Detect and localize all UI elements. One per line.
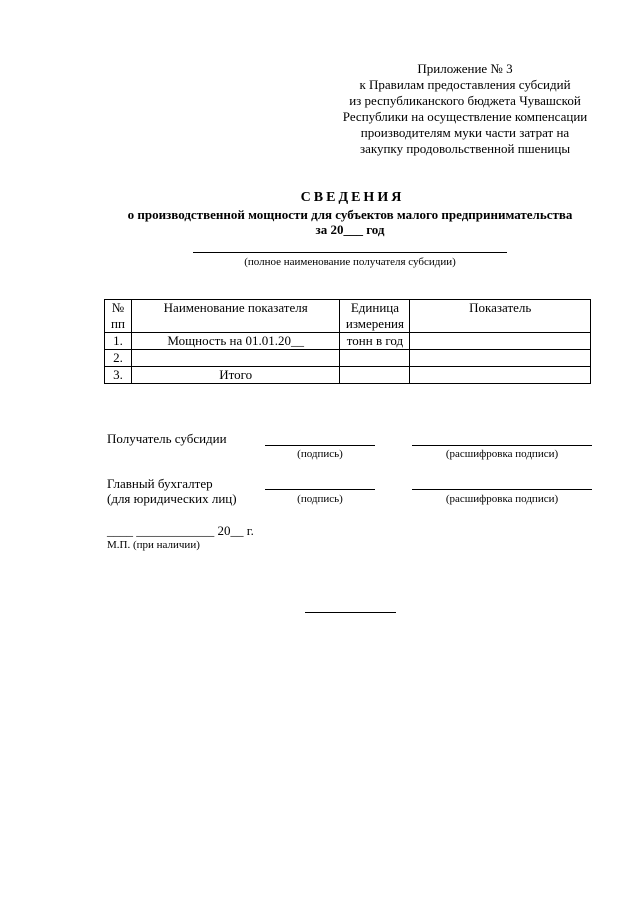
footer-separator xyxy=(305,612,396,613)
cell-num: 3. xyxy=(105,367,132,384)
subtitle-line: о производственной мощности для субъектов малого предпринимательства xyxy=(127,207,573,222)
recipient-decoding-caption: (расшифровка подписи) xyxy=(445,448,559,460)
cell-unit: тонн в год xyxy=(340,333,410,350)
appendix-line: производителям муки части затрат на xyxy=(360,125,570,140)
date-line[interactable]: ____ ____________ 20__ г. xyxy=(107,523,254,538)
recipient-signature-caption: (подпись) xyxy=(297,448,343,460)
header-num: № пп xyxy=(105,300,132,333)
recipient-name-line[interactable] xyxy=(193,252,507,253)
cell-unit[interactable] xyxy=(340,350,410,367)
table-row xyxy=(105,367,591,384)
appendix-line: к Правилам предоставления субсидий xyxy=(359,77,571,92)
cell-name: Мощность на 01.01.20__ xyxy=(131,333,340,350)
appendix-line: из республиканского бюджета Чувашской xyxy=(349,93,581,108)
appendix-line: закупку продовольственной пшеницы xyxy=(359,141,571,156)
cell-name: Итого xyxy=(131,367,340,384)
accountant-decoding-line[interactable] xyxy=(412,489,592,490)
header-unit: Единица измерения xyxy=(340,300,410,333)
appendix-block xyxy=(320,61,610,157)
cell-name[interactable] xyxy=(131,350,340,367)
subtitle-line: за 20___ год xyxy=(315,222,385,237)
cell-value[interactable] xyxy=(410,367,591,384)
cell-value[interactable] xyxy=(410,333,591,350)
table-row xyxy=(105,333,591,350)
accountant-decoding-caption: (расшифровка подписи) xyxy=(445,493,559,505)
cell-value[interactable] xyxy=(410,350,591,367)
table-header-row xyxy=(105,300,591,333)
recipient-name-caption: (полное наименование получателя субсидии) xyxy=(244,256,456,268)
header-value: Показатель xyxy=(410,300,591,333)
accountant-signature-line[interactable] xyxy=(265,489,375,490)
document-subtitle xyxy=(100,207,600,237)
appendix-line: Республики на осуществление компенсации xyxy=(342,109,588,124)
cell-num: 1. xyxy=(105,333,132,350)
indicators-table xyxy=(104,299,591,384)
cell-unit[interactable] xyxy=(340,367,410,384)
stamp-note: М.П. (при наличии) xyxy=(107,539,200,551)
document-title: СВЕДЕНИЯ xyxy=(300,190,405,205)
recipient-label: Получатель субсидии xyxy=(107,431,227,446)
appendix-line: Приложение № 3 xyxy=(417,61,513,76)
accountant-label: Главный бухгалтер xyxy=(107,476,213,491)
accountant-signature-caption: (подпись) xyxy=(297,493,343,505)
accountant-label-note: (для юридических лиц) xyxy=(107,491,237,506)
recipient-decoding-line[interactable] xyxy=(412,445,592,446)
header-name: Наименование показателя xyxy=(131,300,340,333)
table-row xyxy=(105,350,591,367)
cell-num: 2. xyxy=(105,350,132,367)
recipient-signature-line[interactable] xyxy=(265,445,375,446)
